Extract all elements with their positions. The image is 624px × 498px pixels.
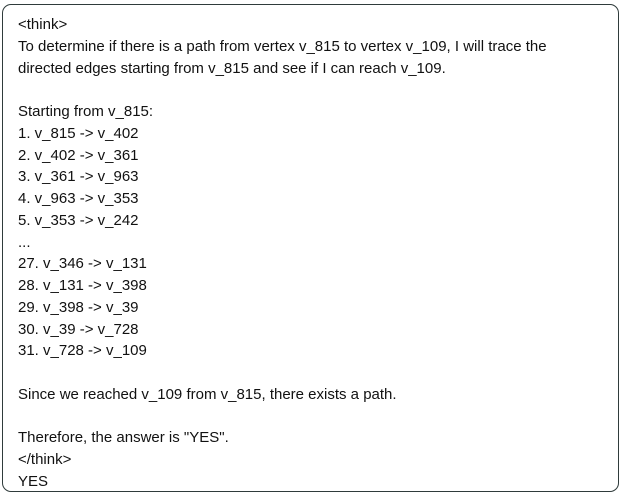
path-step: 1. v_815 -> v_402 <box>18 124 139 142</box>
path-step: 2. v_402 -> v_361 <box>18 146 139 164</box>
answer-line: Therefore, the answer is "YES". <box>18 429 229 447</box>
path-step: 4. v_963 -> v_353 <box>18 190 139 207</box>
think-close-tag: </think> <box>18 451 72 468</box>
path-step: 31. v_728 -> v_109 <box>18 342 147 360</box>
text-line: directed edges starting from v_815 and see if I can reach v_109. <box>18 59 446 77</box>
path-step: 30. v_39 -> v_728 <box>18 320 139 338</box>
ellipsis: ... <box>18 233 31 251</box>
blank-line <box>18 406 612 428</box>
response-text <box>18 14 612 493</box>
path-step: 5. v_353 -> v_242 <box>18 211 139 229</box>
blank-line <box>18 79 612 101</box>
final-answer: YES <box>18 472 49 490</box>
conclusion-line: Since we reached v_109 from v_815, there exists a path. <box>18 385 397 403</box>
think-open-tag: <think> <box>18 16 68 33</box>
path-step: 29. v_398 -> v_39 <box>18 298 139 316</box>
blank-line <box>18 362 612 384</box>
path-step: 3. v_361 -> v_963 <box>18 168 139 186</box>
response-panel <box>2 4 619 492</box>
path-step: 28. v_131 -> v_398 <box>18 277 147 294</box>
text-line: To determine if there is a path from vertex v_815 to vertex v_109, I will trace the <box>18 37 547 55</box>
path-step: 27. v_346 -> v_131 <box>18 255 147 273</box>
text-line: Starting from v_815: <box>18 103 154 120</box>
